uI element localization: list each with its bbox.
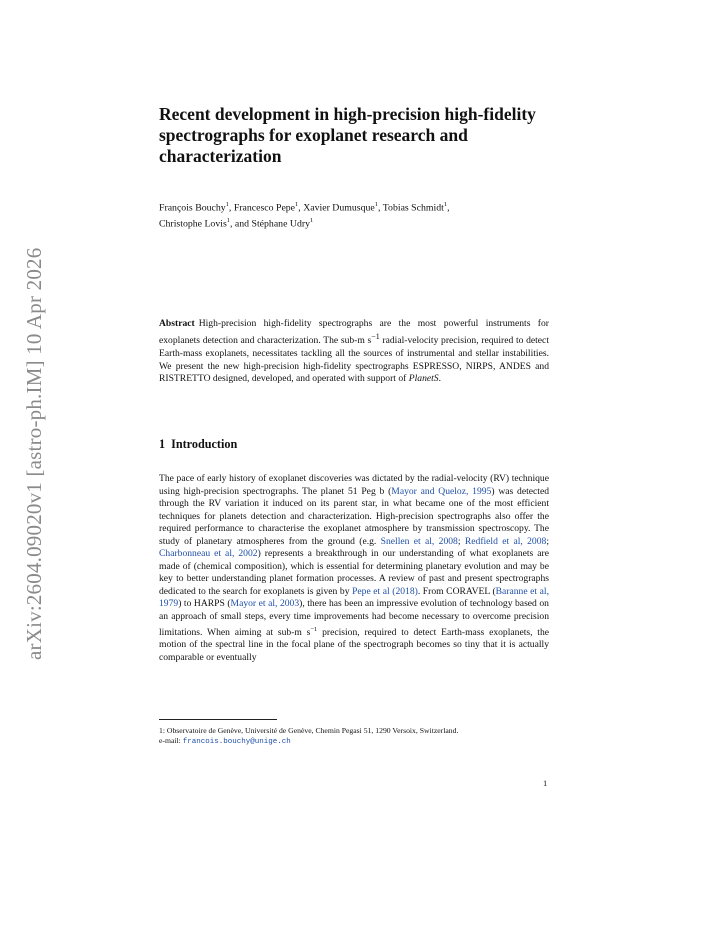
body-text: precision, required to detect Earth-mass exoplanets, the motion of the spectral line in the focal plane of the spectrograph becomes so tiny that it is actually comparable or eventually [159, 626, 550, 663]
email-link[interactable]: francois.bouchy@unige.ch [182, 738, 291, 747]
abstract-text: radial-velocity precision, required to detect Earth-mass exoplanets, necessitates tackling all the sources of instrumental and stellar instabilities. We present the new high-precision high-fidelity spectrographs ESPRESSO, NIRPS, ANDES and RISTRETTO designed, developed, and operated with support of [159, 334, 549, 385]
author-list: François Bouchy$^1$, Francesco Pepe$^1$, Xavier Dumusque$^1$, Tobias Schmidt$^1$, Christophe Lovis$^1$, and Stéphane Udry$^1$ [159, 201, 450, 230]
citation-link[interactable]: Mayor et al, 2003 [230, 598, 300, 610]
abstract-italic-term: PlanetS [408, 373, 439, 385]
author-name: Stéphane Udry [251, 218, 311, 230]
footnote-divider [159, 719, 277, 720]
paper-title: Recent development in high-precision high-fidelity spectrographs for exoplanet research and characterization [159, 104, 536, 166]
author-name: Francesco Pepe [233, 202, 296, 214]
author-name: Xavier Dumusque [303, 202, 375, 214]
author-name: Tobias Schmidt [382, 202, 444, 214]
section-number: 1 [159, 437, 166, 451]
affiliation-mark: 1 [295, 201, 299, 208]
body-text: ; [546, 535, 549, 547]
author-name: François Bouchy [159, 202, 226, 214]
body-text: ; [457, 535, 465, 547]
section-heading [159, 437, 237, 452]
citation-link[interactable]: Pepe et al (2018) [352, 585, 418, 597]
affiliation-mark: 1 [374, 201, 379, 208]
arxiv-identifier-stamp: arXiv:2604.09020v1 [astro-ph.IM] 10 Apr 2026 [22, 247, 46, 660]
affiliation-mark: 1 [443, 201, 448, 208]
body-text: ) to HARPS ( [178, 598, 231, 610]
body-text: ) represents a breakthrough in our understanding of what exoplanets are made of (chemical composition), which is essential for determining planetary evolution and may be key to better understanding planet formation processes. A review of past and present spectrographs dedicated to the search for exoplanets is given by [159, 548, 549, 597]
email-label: e-mail: [159, 736, 183, 746]
abstract-label: Abstract [159, 318, 195, 329]
footnote [159, 726, 554, 748]
abstract [159, 318, 549, 386]
citation-link[interactable]: Charbonneau et al, 2002 [159, 548, 258, 560]
citation-link[interactable]: Redfield et al, 2008 [464, 535, 547, 547]
affiliation-mark: 1 [226, 217, 231, 225]
citation-link[interactable]: Mayor and Queloz, 1995 [391, 485, 492, 497]
unit-exponent: −1 [310, 625, 318, 633]
citation-link[interactable]: Snellen et al, 2008 [380, 535, 458, 547]
unit-exponent: −1 [371, 331, 380, 341]
page-number: 1 [543, 778, 548, 788]
abstract-text: High-precision high-fidelity spectrographs are the most powerful instruments for exoplanets detection and characterization. The sub-m s [159, 318, 549, 346]
section-title: Introduction [171, 437, 238, 451]
affiliation-mark: 1 [225, 201, 229, 208]
introduction-paragraph [159, 473, 549, 664]
body-text: . From CORAVEL ( [417, 585, 496, 597]
body-text: ) was detected through the RV variation it induced on its parent star, in what became one of the most efficient techniques for planets detection and characterization. High-precision spectrographs also offer the required performance to characterise the exoplanet atmosphere by transmission spectroscopy. The study of planetary atmospheres from the ground (e.g. [159, 485, 549, 547]
footnote-affiliation: 1: Observatoire de Genève, Université de Genève, Chemin Pegasi 51, 1290 Versoix, Switzerland. [159, 726, 459, 735]
body-text: ), there has been an impressive evolution of technology based on an approach of small steps, every time improvements had become necessary to overcome precision limitations. When aiming at sub-m s [159, 598, 549, 638]
author-name: Christophe Lovis [159, 218, 227, 230]
footnote-email-line [159, 736, 554, 747]
abstract-text: . [438, 373, 441, 385]
citation-link[interactable]: Baranne et al, 1979 [159, 585, 549, 610]
affiliation-mark: 1 [310, 217, 314, 225]
body-text: The pace of early history of exoplanet discoveries was dictated by the radial-velocity (RV) technique using high-precision spectrographs. The planet 51 Peg b ( [159, 473, 549, 497]
